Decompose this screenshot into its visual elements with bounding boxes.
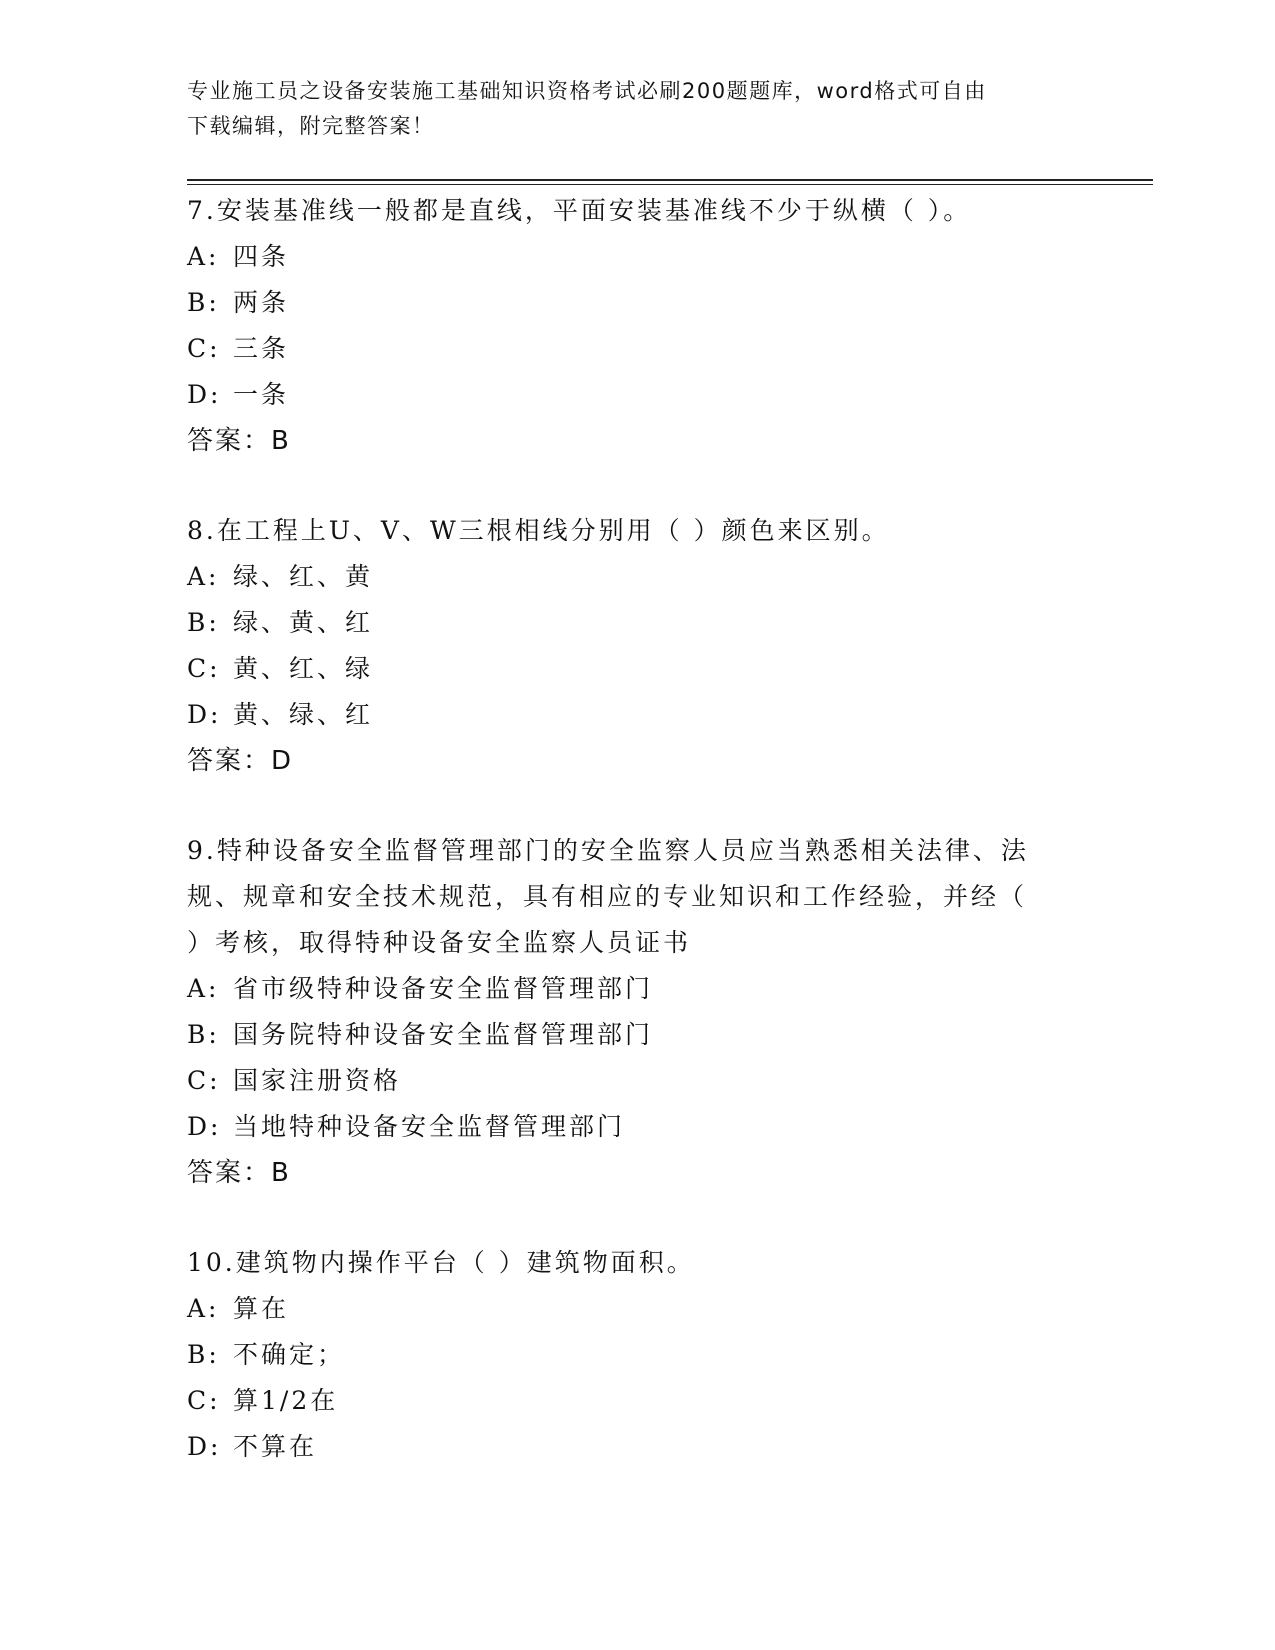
option-b [187, 1012, 1067, 1058]
option-d [187, 372, 1067, 418]
document-header [187, 74, 1067, 144]
option-key: C: [187, 334, 221, 363]
question-7 [187, 188, 1067, 464]
option-key: B: [187, 1340, 220, 1369]
option-b [187, 600, 1067, 646]
option-c [187, 646, 1067, 692]
option-key: D: [187, 700, 222, 729]
question-8 [187, 508, 1067, 784]
question-stem-line-2: 规、规章和安全技术规范，具有相应的专业知识和工作经验，并经（ [187, 882, 1028, 911]
option-text: 省市级特种设备安全监督管理部门 [233, 974, 654, 1003]
header-divider-bottom [187, 184, 1153, 185]
header-line-1: 专业施工员之设备安装施工基础知识资格考试必刷200题题库，word格式可自由 [187, 79, 987, 103]
option-key: D: [187, 1112, 222, 1141]
option-d [187, 1424, 1067, 1470]
option-text: 国务院特种设备安全监督管理部门 [233, 1020, 654, 1049]
option-a [187, 234, 1067, 280]
option-text: 一条 [233, 380, 290, 409]
option-d [187, 692, 1067, 738]
option-key: B: [187, 608, 220, 637]
question-stem-line-3: ）考核，取得特种设备安全监察人员证书 [187, 928, 692, 957]
question-stem: 10.建筑物内操作平台（ ）建筑物面积。 [187, 1248, 695, 1277]
option-key: C: [187, 1066, 221, 1095]
option-c [187, 1058, 1067, 1104]
option-a [187, 1286, 1067, 1332]
option-key: C: [187, 1386, 221, 1415]
option-a [187, 554, 1067, 600]
option-key: B: [187, 288, 220, 317]
option-text: 算1/2在 [233, 1386, 339, 1415]
header-line-2: 下载编辑，附完整答案！ [187, 114, 435, 138]
option-text: 绿、黄、红 [233, 608, 374, 637]
question-10 [187, 1240, 1067, 1470]
option-b [187, 280, 1067, 326]
question-stem: 8.在工程上U、V、W三根相线分别用（ ）颜色来区别。 [187, 516, 890, 545]
option-text: 不确定； [233, 1340, 346, 1369]
option-key: D: [187, 1432, 222, 1461]
option-key: D: [187, 380, 222, 409]
option-key: A: [187, 242, 220, 271]
option-text: 四条 [233, 242, 290, 271]
option-text: 两条 [233, 288, 290, 317]
answer-line: 答案：D [187, 746, 294, 776]
option-key: B: [187, 1020, 220, 1049]
option-text: 黄、绿、红 [233, 700, 374, 729]
question-stem: 7.安装基准线一般都是直线，平面安装基准线不少于纵横（ ）。 [187, 196, 972, 225]
option-c [187, 1378, 1067, 1424]
option-text: 不算在 [233, 1432, 318, 1461]
option-c [187, 326, 1067, 372]
option-key: A: [187, 1294, 220, 1323]
answer-line: 答案：B [187, 1158, 291, 1188]
option-key: A: [187, 562, 220, 591]
option-text: 绿、红、黄 [233, 562, 374, 591]
question-9 [187, 828, 1067, 1196]
option-key: A: [187, 974, 220, 1003]
option-text: 黄、红、绿 [233, 654, 374, 683]
option-text: 国家注册资格 [233, 1066, 402, 1095]
option-text: 三条 [233, 334, 290, 363]
option-a [187, 966, 1067, 1012]
option-d [187, 1104, 1067, 1150]
option-b [187, 1332, 1067, 1378]
option-text: 算在 [233, 1294, 290, 1323]
option-key: C: [187, 654, 221, 683]
option-text: 当地特种设备安全监督管理部门 [233, 1112, 626, 1141]
header-divider-top [187, 179, 1153, 181]
answer-line: 答案：B [187, 426, 291, 456]
question-stem-line-1: 9.特种设备安全监督管理部门的安全监察人员应当熟悉相关法律、法 [187, 836, 1029, 865]
